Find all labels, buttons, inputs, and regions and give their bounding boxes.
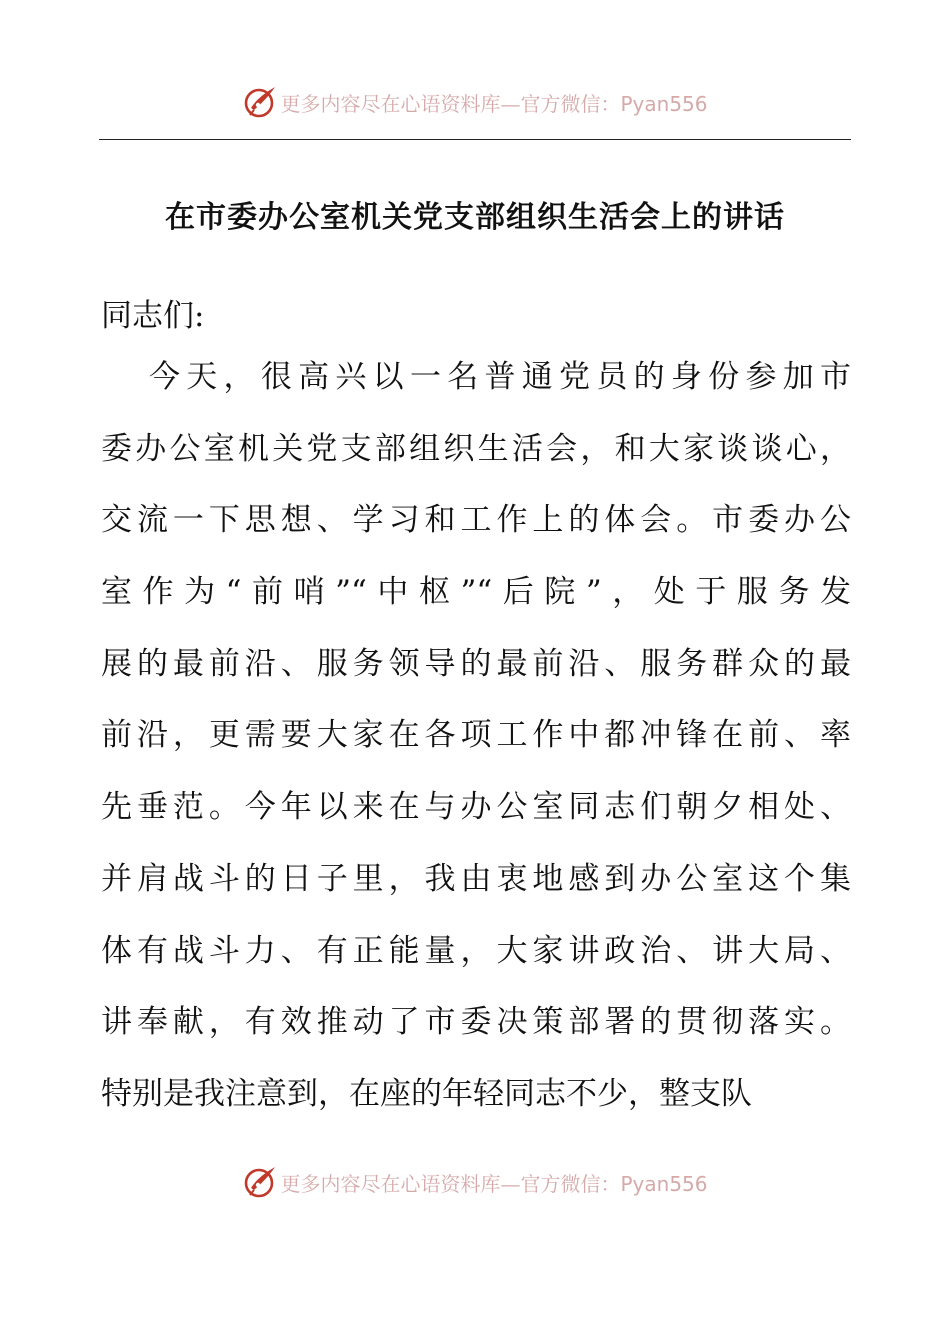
- body-line: 委办公室机关党支部组织生活会，和大家谈谈心，: [101, 430, 851, 467]
- watermark-wechat-id: Pyan556: [620, 91, 708, 116]
- footer-watermark: [0, 1162, 950, 1202]
- watermark-text-cn: 更多内容尽在心语资料库—官方微信：: [280, 1171, 621, 1196]
- body-line: 今天，很高兴以一名普通党员的身份参加市: [149, 359, 851, 395]
- body-line: 交流一下思想、学习和工作上的体会。市委办公: [101, 502, 851, 539]
- body-line: 先垂范。今年以来在与办公室同志们朝夕相处、: [101, 789, 851, 826]
- header-watermark: [0, 82, 950, 122]
- watermark-text: [280, 88, 707, 117]
- watermark-text: [280, 1168, 707, 1197]
- watermark-wechat-id: Pyan556: [620, 1171, 708, 1196]
- header-divider: [99, 139, 851, 140]
- body-line: 展的最前沿、服务领导的最前沿、服务群众的最: [101, 645, 851, 682]
- body-line: 讲奉献，有效推动了市委决策部署的贯彻落实。: [101, 1004, 851, 1041]
- body-line: 体有战斗力、有正能量，大家讲政治、讲大局、: [101, 932, 851, 969]
- document-body: [101, 342, 851, 1131]
- salutation: 同志们:: [101, 298, 205, 334]
- watermark-text-cn: 更多内容尽在心语资料库—官方微信：: [280, 91, 621, 116]
- body-line: 特别是我注意到，在座的年轻同志不少，整支队: [101, 1075, 752, 1112]
- quill-logo-icon: [242, 84, 278, 120]
- body-line: 前沿，更需要大家在各项工作中都冲锋在前、率: [101, 717, 851, 754]
- body-line: 室作为“前哨”“中枢”“后院”，处于服务发: [101, 574, 851, 611]
- quill-logo-icon: [242, 1164, 278, 1200]
- body-line: 并肩战斗的日子里，我由衷地感到办公室这个集: [101, 860, 851, 897]
- document-title: 在市委办公室机关党支部组织生活会上的讲话: [165, 200, 785, 235]
